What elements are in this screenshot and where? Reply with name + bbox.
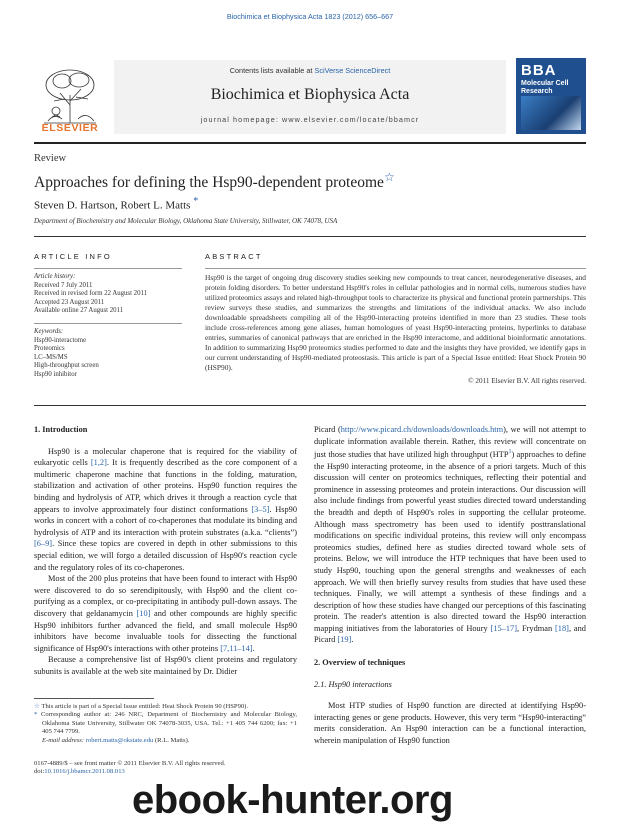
journal-homepage [114, 115, 506, 124]
footnote-symbol: * [34, 711, 38, 719]
footnote-divider [34, 698, 154, 699]
publisher-name: ELSEVIER [41, 122, 99, 134]
author-names[interactable]: Steven D. Hartson, Robert L. Matts [34, 199, 191, 212]
header-divider [34, 236, 586, 237]
footnote-symbol: ☆ [34, 703, 40, 710]
footnote-ref[interactable]: 1 [508, 449, 512, 456]
body-text: and other compounds are highly specific Hsp90 inhibitors further advanced the field, and small molecule Hsp90 inhibitors have become invaluable tools for dissecting the functional significance of Hsp90's interactions with other proteins [34, 608, 297, 653]
body-text: Most of the 200 plus proteins that have been found to interact with Hsp90 were discovered to do so serendipitously, with Hsp90 and the client co-purifying as a complex, or co-precipitating in antibody pull-down assays. The discovery that geldanamycin [34, 574, 297, 618]
homepage-link[interactable]: www.elsevier.com/locate/bbamcr [282, 115, 420, 124]
email-label: E-mail address: [42, 736, 85, 744]
history-item: Received 7 July 2011 [34, 281, 93, 289]
citation-link[interactable]: [7,11–14] [220, 643, 253, 653]
body-text: . Hsp90 works in concert with a cohort of co-chaperones that modulate its binding and hydrolysis of ATP and its interaction with protein substrates (a.k.a. “clients”) [34, 504, 297, 537]
doi-link[interactable]: 10.1016/j.bbamcr.2011.08.013 [44, 768, 125, 776]
abstract-section [205, 252, 586, 385]
article-info [34, 252, 182, 380]
author-list [34, 196, 198, 212]
keyword-item: Hsp90-interactome [34, 336, 87, 344]
masthead-divider [34, 142, 586, 144]
doi-line [34, 768, 297, 776]
journal-name: Biochimica et Biophysica Acta [210, 86, 410, 103]
footnotes [34, 703, 297, 745]
body-column-left [34, 424, 297, 677]
subsection-heading-interactions: 2.1. Hsp90 interactions [314, 679, 392, 689]
article-history [34, 273, 182, 316]
keywords [34, 328, 182, 380]
footnote-email [34, 737, 297, 745]
body-text: . It is frequently described as the core component of a multimeric chaperone machine that functions in the folding, maturation, stabilization and activation of other proteins. Hsp90 function requires the binding and hydrolysis of ATP, which drives it through a reaction cycle that appears to involve approximately four distinct conformations [34, 458, 297, 514]
contents-line [114, 66, 506, 75]
footnote-text: This article is part of a Special Issue entitled: Heat Shock Protein 90 (HSP90). [41, 703, 249, 710]
history-item: Available online 27 August 2011 [34, 307, 124, 315]
citation-link[interactable]: [19] [337, 635, 352, 645]
abstract-divider [205, 268, 586, 269]
body-paragraph [34, 446, 297, 574]
keyword-item: Hsp90 inhibitor [34, 370, 77, 378]
body-text: . Since these topics are covered in depth in other submissions to this special edition, we will forgo a detailed discussion of Hsp90's reaction cycle and the regulatory roles of its co-chaperones. [34, 539, 297, 572]
body-column-right [314, 424, 586, 747]
body-paragraph: Because a comprehensive list of Hsp90's client proteins and regulatory subunits is available at the web site maintained by Dr. Didier [34, 655, 297, 676]
section-heading-techniques: 2. Overview of techniques [314, 658, 406, 668]
article-type: Review [34, 153, 67, 164]
body-paragraph [34, 573, 297, 654]
footnote-corresponding-author [34, 711, 297, 736]
spacer [314, 646, 586, 657]
front-matter [34, 760, 297, 777]
copyright-notice: © 2011 Elsevier B.V. All rights reserved. [468, 377, 586, 385]
body-text: ) approaches to define the Hsp90 interacting proteome, in the absence of a priori targets. Much of this discussion will center on proteomics techniques, reflecting their potential and prominence in assessing proteomes and protein interactions. Our discussion will also include findings from powerful yeast studies directed toward understanding the breadth and depth of Hsp90's roles in supporting the cellular proteome. Although mass spectrometry has been used to identify posttranslational modifications on specific individual proteins, this review will only encompass proteomics studies, defined here as studies directed toward whole sets of proteins. Below, we will introduce the HTP techniques that have been used to study Hsp90, touching upon the general strengths and weaknesses of each approach. We will then briefly survey results from studies that have used these techniques. Finally, we will attempt a synthesis of these findings and a description of how these studies have changed our perceptions of this fascinating protein. The reader's attention is also directed toward the Hsp90 interaction mapping initiatives from the laboratories of Houry [314, 449, 587, 633]
keyword-item: High-throughput screen [34, 362, 99, 370]
doi-prefix: doi: [34, 768, 45, 776]
cover-title: BBA [521, 62, 557, 79]
homepage-prefix: journal homepage: [200, 115, 279, 124]
history-item: Received in revised form 22 August 2011 [34, 290, 148, 298]
abstract-heading: ABSTRACT [205, 252, 263, 261]
email-link[interactable]: robert.matts@okstate.edu [85, 736, 154, 744]
citation-link[interactable]: [3–5] [251, 504, 270, 514]
article-title-text: Approaches for defining the Hsp90-dependent proteome [34, 174, 384, 192]
history-heading: Article history: [34, 273, 76, 280]
citation-link[interactable]: [1,2] [90, 458, 107, 468]
corresponding-author-mark[interactable]: * [193, 196, 199, 207]
footnote-text: Corresponding author at: 246 NRC, Department of Biochemistry and Molecular Biology, Oklahoma State University, Stillwater OK 74078-3035, USA. Tel.: +1 405 744 6200; fax: +1 405 744 7799. [41, 711, 297, 736]
body-text: . [252, 643, 255, 653]
body-text: Hsp90 is a molecular chaperone that is required for the viability of eukaryotic cells [34, 446, 297, 468]
citation-link[interactable]: [15–17] [490, 623, 517, 633]
affiliation: Department of Biochemistry and Molecular Biology, Oklahoma State University, Stillwater, OK 74078, USA [34, 217, 338, 225]
contents-prefix: Contents lists available at [229, 66, 313, 75]
citation-link[interactable]: [6–9] [34, 539, 53, 549]
body-text: . [351, 635, 354, 645]
cover-artwork [521, 96, 581, 130]
body-text: ), we will not attempt to duplicate information available therein. Rather, this review will concentrate on just those studies that have utilized high throughput (HTP [314, 425, 586, 459]
abstract-text: Hsp90 is the target of ongoing drug discovery studies seeking new compounds to treat cancer, neurodegenerative diseases, and protein folding disorders. To better understand Hsp90's roles in cellular pathologies and in normal cells, numerous studies have utilized proteomics assays and related high-throughput tools to characterize its physical and functional protein partnerships. This review surveys these studies, and summarizes the strengths and limitations of the individual attacks. We also include downloadable spreadsheets compiling all of the Hsp90-interacting proteins identified in more than 23 studies. These tools include cross-references among gene aliases, human homologues of yeast Hsp90-interacting proteins, hyperlinks to database entries, summaries of canonical pathways that are enriched in the Hsp90 interactome, and additional bioinformatic annotations. In addition to summarizing Hsp90 proteomics studies performed to date and the insights they have provided, we identify gaps in our current understanding of Hsp90-mediated proteostasis. This article is part of a Special Issue entitled: Heat Shock Protein 90 (HSP90). [205, 273, 586, 372]
issn-line: 0167-4889/$ – see front matter © 2011 Elsevier B.V. All rights reserved. [34, 760, 226, 767]
section-heading-introduction: 1. Introduction [34, 425, 88, 434]
citation-link[interactable]: [18] [555, 623, 569, 633]
body-paragraph [314, 424, 586, 646]
journal-reference[interactable]: Biochimica et Biophysica Acta 1823 (2012) 656–667 [226, 12, 394, 21]
watermark: ebook-hunter.org [132, 778, 453, 822]
footnote-special-issue [34, 703, 297, 711]
title-footnote-mark[interactable]: ☆ [383, 170, 395, 184]
keywords-heading: Keywords: [34, 327, 64, 335]
picard-url-link[interactable]: http://www.picard.ch/downloads/downloads.htm [340, 425, 504, 434]
sciencedirect-link[interactable]: SciVerse ScienceDirect [314, 66, 391, 75]
article-info-heading: ARTICLE INFO [34, 252, 112, 261]
body-paragraph: Most HTP studies of Hsp90 function are directed at identifying Hsp90-interacting genes or gene products. However, this very term “Hsp90-interacting” merits consideration. An Hsp90 interaction can be a functional interaction, wherein manipulation of Hsp90 function [314, 701, 586, 746]
info-divider [34, 268, 182, 269]
keyword-item: LC–MS/MS [34, 353, 68, 361]
masthead-center [114, 60, 506, 134]
body-text: , Frydman [516, 623, 556, 633]
cover-subtitle: Molecular Cell Research [521, 80, 569, 95]
email-suffix: (R.L. Matts). [154, 736, 190, 744]
abstract-divider-bottom [34, 405, 586, 406]
keyword-item: Proteomics [34, 345, 65, 353]
body-text: , and Picard [314, 623, 586, 645]
info-divider [34, 323, 182, 324]
article-title [34, 170, 395, 192]
history-item: Accepted 23 August 2011 [34, 298, 105, 306]
journal-masthead [34, 60, 586, 140]
citation-link[interactable]: [10] [136, 608, 151, 618]
journal-cover[interactable] [516, 58, 586, 134]
body-text: Picard ( [314, 425, 341, 434]
